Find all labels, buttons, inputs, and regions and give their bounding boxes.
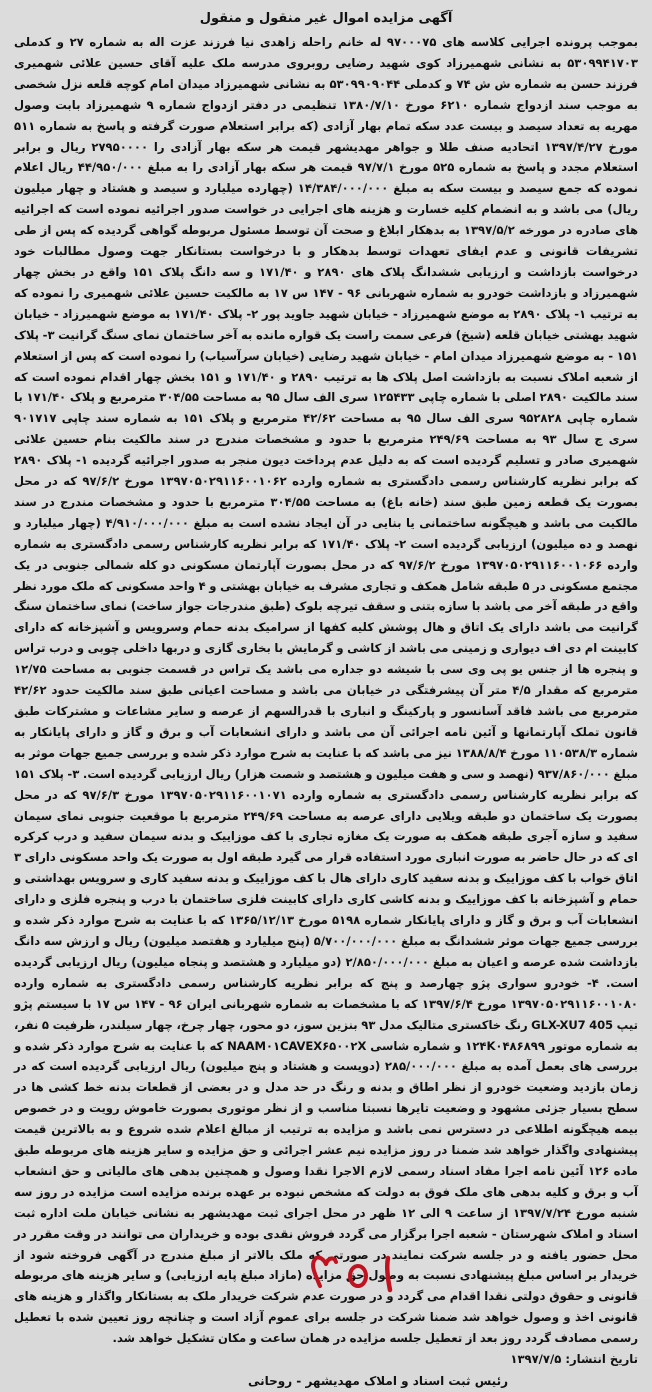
publication-date: تاریخ انتشار: ۱۳۹۷/۷/۵ [510, 1352, 638, 1367]
signature-line: رئیس ثبت اسناد و املاک مهدیشهر - روحانی [247, 1374, 508, 1388]
notice-body: بموجب پرونده اجرایی کلاسه های ۹۷۰۰۰۷۵ له خانم راحله زاهدی نیا فرزند عزت اله به شماره ۲۷ و کدملی ۵۳۰۹۹۴۱۷۰۳ به نشانی شهمیرزاد کوی شهید رضایی روبروی مدرسه ملک علیه آقای حسین علائی شهمیری فرزند حسن به شماره ش ش ۷۴ و کدملی ۵۳۰۹۹۰۹۰۴۴ به نشانی شهمیرزاد میدان امام کوچه قلعه نزل شخصی به موجب سند ازدواج شماره ۶۲۱۰ مورخ ۱۳۸۰/۷/۱۰ تنظیمی در دفتر ازدواج شماره ۹ شهمیرزاد بابت وصول مهریه به تعداد سیصد و بیست عدد سکه تمام بهار آزادی (که برابر استعلام صورت گرفته و پاسخ به شماره ۵۱۱ مورخ ۱۳۹۷/۴/۲۷ اتحادیه صنف طلا و جواهر مهدیشهر قیمت هر سکه بهار آزادی را ۲۷۹۵۰۰۰۰ ریال و برابر استعلام مجدد و پاسخ به شماره ۵۲۵ مورخ ۹۷/۷/۱ قیمت هر سکه بهار آزادی را به مبلغ ۴۴/۹۵۰/۰۰۰ ریال اعلام نموده که جمع سیصد و بیست سکه به مبلغ ۱۴/۳۸۴/۰۰۰/۰۰۰ (چهارده میلیارد و سیصد و هشتاد و چهار میلیون ریال) می باشد و به انضمام کلیه خسارت و هزینه های اجرایی در خواست صدور اجرائیه نموده است که اجرائیه های صادره در مورخه ۱۳۹۷/۵/۲ به بدهکار ابلاغ و صحت آن توسط مسئول مربوطه گواهی گردیده که پس از طی تشریفات قانونی و عدم ایفای تعهدات توسط بدهکار و با درخواست بستانکار جهت وصول مطالبات خود درخواست بازداشت و ارزیابی ششدانگ پلاک های ۲۸۹۰ و ۱۷۱/۴۰ و سه دانگ پلاک ۱۵۱ واقع در بخش چهار شهمیرزاد و بازداشت خودرو به شماره شهربانی ۹۶ - ۱۴۷ س ۱۷ به مالکیت حسین علائی شهمیری را نموده که به ترتیب ۱- پلاک ۲۸۹۰ به موضع شهمیرزاد - خیابان شهید جاوید پور ۲- پلاک ۱۷۱/۴۰ به موضع شهمیرزاد - خیابان شهید بهشتی خیابان قلعه (شیخ) فرعی سمت راست یک قواره مانده به آخر ساختمان نمای سنگ گرانیت ۳- پلاک ۱۵۱ - به موضع شهمیرزاد میدان امام - خیابان شهید رضایی (خیابان سرآسیاب) را نموده است که پس از استعلام از شعبه املاک نسبت به بازداشت اصل پلاک ها به ترتیب ۲۸۹۰ و ۱۷۱/۴۰ و ۱۵۱ بخش چهار اقدام نموده است که سند مالکیت ۲۸۹۰ اصلی با شماره چاپی ۱۲۵۴۳۳ سری الف سال ۹۵ به مساحت ۳۰۴/۵۵ مترمربع و پلاک ۱۷۱/۴۰ با شماره چاپی ۹۵۲۸۲۸ سری الف سال ۹۵ به مساحت ۴۲/۶۲ مترمربع و پلاک ۱۵۱ به شماره سند چاپی ۹۰۱۷۱۷ سری ج سال ۹۳ به مساحت ۲۴۹/۶۹ مترمربع با حدود و مشخصات مندرج در سند مالکیت بنام حسین علائی شهمیری صادر و تسلیم گردیده است که به دلیل عدم پرداخت دیون منجر به صدور اجرائیه گردیده ۱- پلاک ۲۸۹۰ که برابر نظریه کارشناس رسمی دادگستری به شماره وارده ۱۳۹۷۰۵۰۲۹۱۱۶۰۰۱۰۶۲ مورخ ۹۷/۶/۲ که در محل بصورت یک قطعه زمین طبق سند (خانه باغ) به مساحت ۳۰۴/۵۵ مترمربع با حدود و مشخصات مندرج در سند مالکیت می باشد و هیچگونه ساختمانی یا بنایی در آن ایجاد نشده است به مبلغ ۴/۹۱۰/۰۰۰/۰۰۰ (چهار میلیارد و نهصد و ده میلیون) ارزیابی گردیده است ۲- پلاک ۱۷۱/۴۰ که برابر نظریه کارشناس رسمی دادگستری به شماره وارده ۱۳۹۷۰۵۰۲۹۱۱۶۰۰۱۰۶۶ مورخ ۹۷/۶/۲ که در محل بصورت آپارتمان مسکونی دو کله شمالی جنوبی در یک مجتمع مسکونی در ۵ طبقه شامل همکف و تجاری مشرف به خیابان بهشتی و ۴ واحد مسکونی که ملک مورد نظر واقع در طبقه آخر می باشد با سازه بتنی و سقف تیرچه بلوک (طبق مندرجات جواز ساخت) نمای ساختمان سنگ گرانیت می باشد دارای یک اتاق و هال پوشش کلیه کفها از سرامیک بدنه حمام وسرویس و آشپزخانه که دارای کابینت ام دی اف دیواری و زمینی می باشد از کاشی و گرمایش با بخاری گازی و دربها داخلی چوبی و درب تراس و پنجره ها از جنس یو پی وی سی با شیشه دو جداره می باشد یک تراس در قسمت جنوبی به مساحت ۱۲/۷۵ مترمربع که مقدار ۴/۵ متر آن پیشرفتگی در خیابان می باشد و مساحت اعیانی طبق سند مالکیت حدود ۴۲/۶۲ مترمربع می باشد فاقد آسانسور و پارکینگ و انباری با قدرالسهم از عرصه و سایر مشاعات و مشترکات طبق قانون تملک آپارتمانها و آئین نامه اجرائی آن می باشد و دارای انشعابات آب و برق و گاز و دارای پایانکار به شماره ۱۱۰۵۳۸/۳ مورخ ۱۳۸۸/۸/۴ نیز می باشد که با عنایت به شرح موارد ذکر شده و بررسی جمیع جهات موثر به مبلغ ۹۳۷/۸۶۰/۰۰۰ (نهصد و سی و هفت میلیون و هشتصد و شصت هزار) ریال ارزیابی گردیده است. ۳- پلاک ۱۵۱ که برابر نظریه کارشناس رسمی دادگستری به شماره وارده ۱۳۹۷۰۵۰۲۹۱۱۶۰۰۱۰۷۱ مورخ ۹۷/۶/۳ که در محل بصورت یک ساختمان دو طبقه ویلایی دارای عرصه به مساحت ۲۴۹/۶۹ مترمربع با موقعیت جنوبی نمای سیمان سفید و سازه آجری طبقه همکف به صورت یک مغازه تجاری با کف موزاییک و بدنه سیمان سفید و درب کرکره ای که در حال حاضر به صورت انباری مورد استفاده قرار می گیرد طبقه اول به صورت یک واحد مسکونی دارای ۳ اتاق خواب با کف موزاییک و بدنه سفید کاری دارای هال با کف موزاییک و بدنه سفید کاری و سرویس بهداشتی و حمام و آشپزخانه با کف موزاییک و بدنه کاشی کاری دارای کابینت فلزی ساختمان با درب و پنجره فلزی و دارای انشعابات آب و برق و گاز و دارای پایانکار شماره ۵۱۹۸ مورخ ۱۳۶۵/۱۲/۱۳ که با عنایت به شرح موارد ذکر شده و بررسی جمیع جهات موثر ششدانگ به مبلغ ۵/۷۰۰/۰۰۰/۰۰۰ (پنج میلیارد و هفتصد میلیون) ریال و ارزش سه دانگ بازداشت شده عرصه و اعیان به مبلغ ۲/۸۵۰/۰۰۰/۰۰۰ (دو میلیارد و هشتصد و پنجاه میلیون) ریال ارزیابی گردیده است. ۴- خودرو سواری پژو چهارصد و پنج که برابر نظریه کارشناس رسمی دادگستری به شماره وارده ۱۳۹۷۰۵۰۲۹۱۱۶۰۰۱۰۸۰ مورخ ۱۳۹۷/۶/۴ که با مشخصات به شماره شهربانی ایران ۹۶ - ۱۴۷ س ۱۷ با سیستم پژو تیپ GLX-XU7 405 رنگ خاکستری متالیک مدل ۹۳ بنزین سوز، دو محور، چهار چرخ، چهار سیلندر، ظرفیت ۵ نفر، به شماره موتور ۱۲۴K۰۴۸۶۸۹۹ و شماره شاسی NAAM۰۱CAVEX۶۵۰۰۲X که با عنایت به شرح موارد ذکر شده و بررسی های بعمل آمده به مبلغ ۲۸۵/۰۰۰/۰۰۰ (دویست و هشتاد و پنج میلیون) ریال ارزیابی گردیده است که در زمان بازدید وضعیت خودرو از نظر اطاق و بدنه و رنگ در حد مدل و در بعضی از قطعات بدنه خط کشی ها در سطح بسیار جزئی مشهود و وضعیت تایرها نسبتا مناسب و از نظر موتوری بصورت خاموش رویت و در خصوص بیمه هیچگونه اطلاعی در دسترس نمی باشد و مزایده به ترتیب از مبالغ اعلام شده شروع و به بالاترین قیمت پیشنهادی واگذار خواهد شد ضمنا در روز مزایده نیم عشر اجرائی و حق مزایده و سایر هزینه های مربوطه طبق ماده ۱۲۶ آئین نامه اجرا مفاد اسناد رسمی لازم الاجرا نقدا وصول و همچنین بدهی های مالیاتی و حق انشعاب آب و برق و کلیه بدهی های ملک فوق به دولت که مشخص نبوده بر عهده برنده مزایده است مزایده در روز سه شنبه مورخ ۱۳۹۷/۷/۲۴ از ساعت ۹ الی ۱۲ ظهر در محل اجرای ثبت مهدیشهر به نشانی خیابان ملت اداره ثبت اسناد و املاک شهرستان - شعبه اجرا برگزار می گردد فروش نقدی بوده و خریداران می توانند در وقت مقرر در محل حضور یافته و در جلسه شرکت نمایند در صورتی که ملک بالاتر از مبلغ مندرج در آگهی فروخته شود از خریدار بر اساس مبلغ پیشنهادی نسبت به وصول حق مزایده (مازاد مبلغ پایه ارزیابی) و سایر هزینه های مربوطه قانونی و حقوق دولتی نقدا اقدام می گردد و در صورت عدم شرکت خریدار ملک به بستانکار واگذار و هزینه های قانونی اخذ و وصول خواهد شد ضمنا شرکت در جلسه برای عموم آزاد است و چنانچه روز تعیین شده با تعطیل رسمی مصادف گردد روز بعد از تعطیل جلسه مزایده در همان ساعت و مکان تشکیل خواهد شد. [14, 35, 639, 1346]
notice-title: آگهی مزایده اموال غیر منقول و منقول [199, 11, 453, 26]
handwritten-number-mark [300, 1252, 410, 1296]
handwritten-number-drawing [300, 1252, 410, 1296]
